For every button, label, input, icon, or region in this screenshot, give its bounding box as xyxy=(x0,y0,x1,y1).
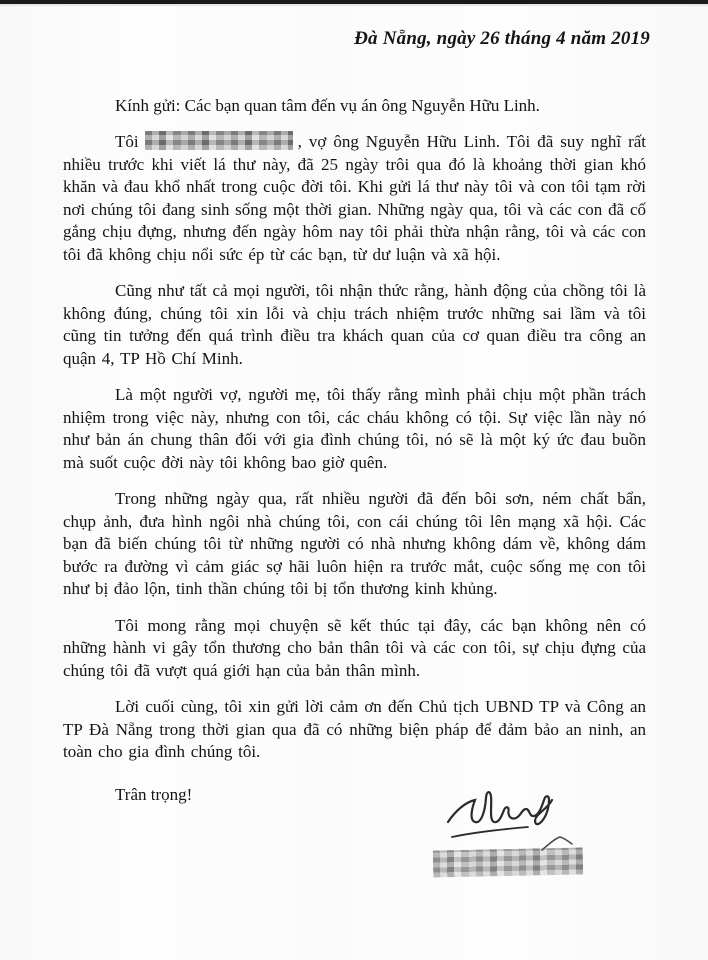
closing-line: Trân trọng! xyxy=(115,784,193,804)
paragraph-plea: Tôi mong rằng mọi chuyện sẽ kết thúc tại đây, các bạn không nên có những hành vi gây tổn thương cho bản thân tôi và các con tôi, sự chịu đựng của chúng tôi đã vượt quá giới hạn của bản thân mình. xyxy=(63,615,646,680)
opening-text-before: Tôi xyxy=(115,132,139,151)
signature-scribble-icon xyxy=(430,782,590,860)
signature-underline-stroke xyxy=(452,827,528,837)
signature-stroke xyxy=(448,792,552,824)
salutation-line: Kính gửi: Các bạn quan tâm đến vụ án ông Nguyễn Hữu Linh. xyxy=(115,96,540,115)
paragraph-responsibility: Là một người vợ, người mẹ, tôi thấy rằng mình phải chịu một phần trách nhiệm trong việc này, nhưng con tôi, các cháu không có tội. Sự việc lần này nó như bản án chung thân đối với gia đình chúng tôi, nó sẽ là một ký ức đau buồn mà suốt cuộc đời này tôi không bao giờ quên. xyxy=(63,385,646,472)
paragraph-opening xyxy=(63,131,646,266)
opening-text-after: , vợ ông Nguyễn Hữu Linh. Tôi đã suy nghĩ rất nhiều trước khi viết lá thư này, đã 25 ngày trôi qua đó là khoảng thời gian khó khăn và đau khổ nhất trong cuộc đời tôi. Khi gửi lá thư này tôi và con tôi tạm rời nơi chúng tôi đang sinh sống một thời gian. Những ngày qua, tôi và các con đã cố gắng chịu đựng, nhưng đến ngày hôm nay tôi phải thừa nhận rằng, tôi và các con tôi đã không chịu nổi sức ép từ các bạn, từ dư luận và xã hội. xyxy=(63,132,646,264)
redacted-name-block xyxy=(145,131,293,150)
signature-flourish-stroke xyxy=(542,837,572,850)
place-date-line: Đà Nẵng, ngày 26 tháng 4 năm 2019 xyxy=(354,28,650,49)
scan-edge-bar xyxy=(0,0,708,6)
letter-content xyxy=(0,27,708,806)
paragraph-thanks: Lời cuối cùng, tôi xin gửi lời cảm ơn đến Chủ tịch UBND TP và Công an TP Đà Nẵng trong thời gian qua đã có những biện pháp để đảm bảo an ninh, an toàn cho gia đình chúng tôi. xyxy=(63,697,646,761)
paragraph-apology: Cũng như tất cả mọi người, tôi nhận thức rằng, hành động của chồng tôi là không đúng, chúng tôi xin lỗi và chịu trách nhiệm trước những sai lầm và tôi cũng tin tưởng đến quá trình điều tra khách quan của cơ quan điều tra công an quận 4, TP Hồ Chí Minh. xyxy=(63,281,646,368)
paragraph-harassment: Trong những ngày qua, rất nhiều người đã đến bôi sơn, ném chất bẩn, chụp ảnh, đưa hình ngôi nhà chúng tôi, con cái chúng tôi lên mạng xã hội. Các bạn đã biến chúng tôi từ những người có nhà nhưng không dám về, không dám bước ra đường vì cảm giác sợ hãi luôn hiện ra trước mắt, cuộc sống mẹ con tôi như bị đảo lộn, tinh thần chúng tôi bị tổn thương kinh khủng. xyxy=(63,489,646,598)
